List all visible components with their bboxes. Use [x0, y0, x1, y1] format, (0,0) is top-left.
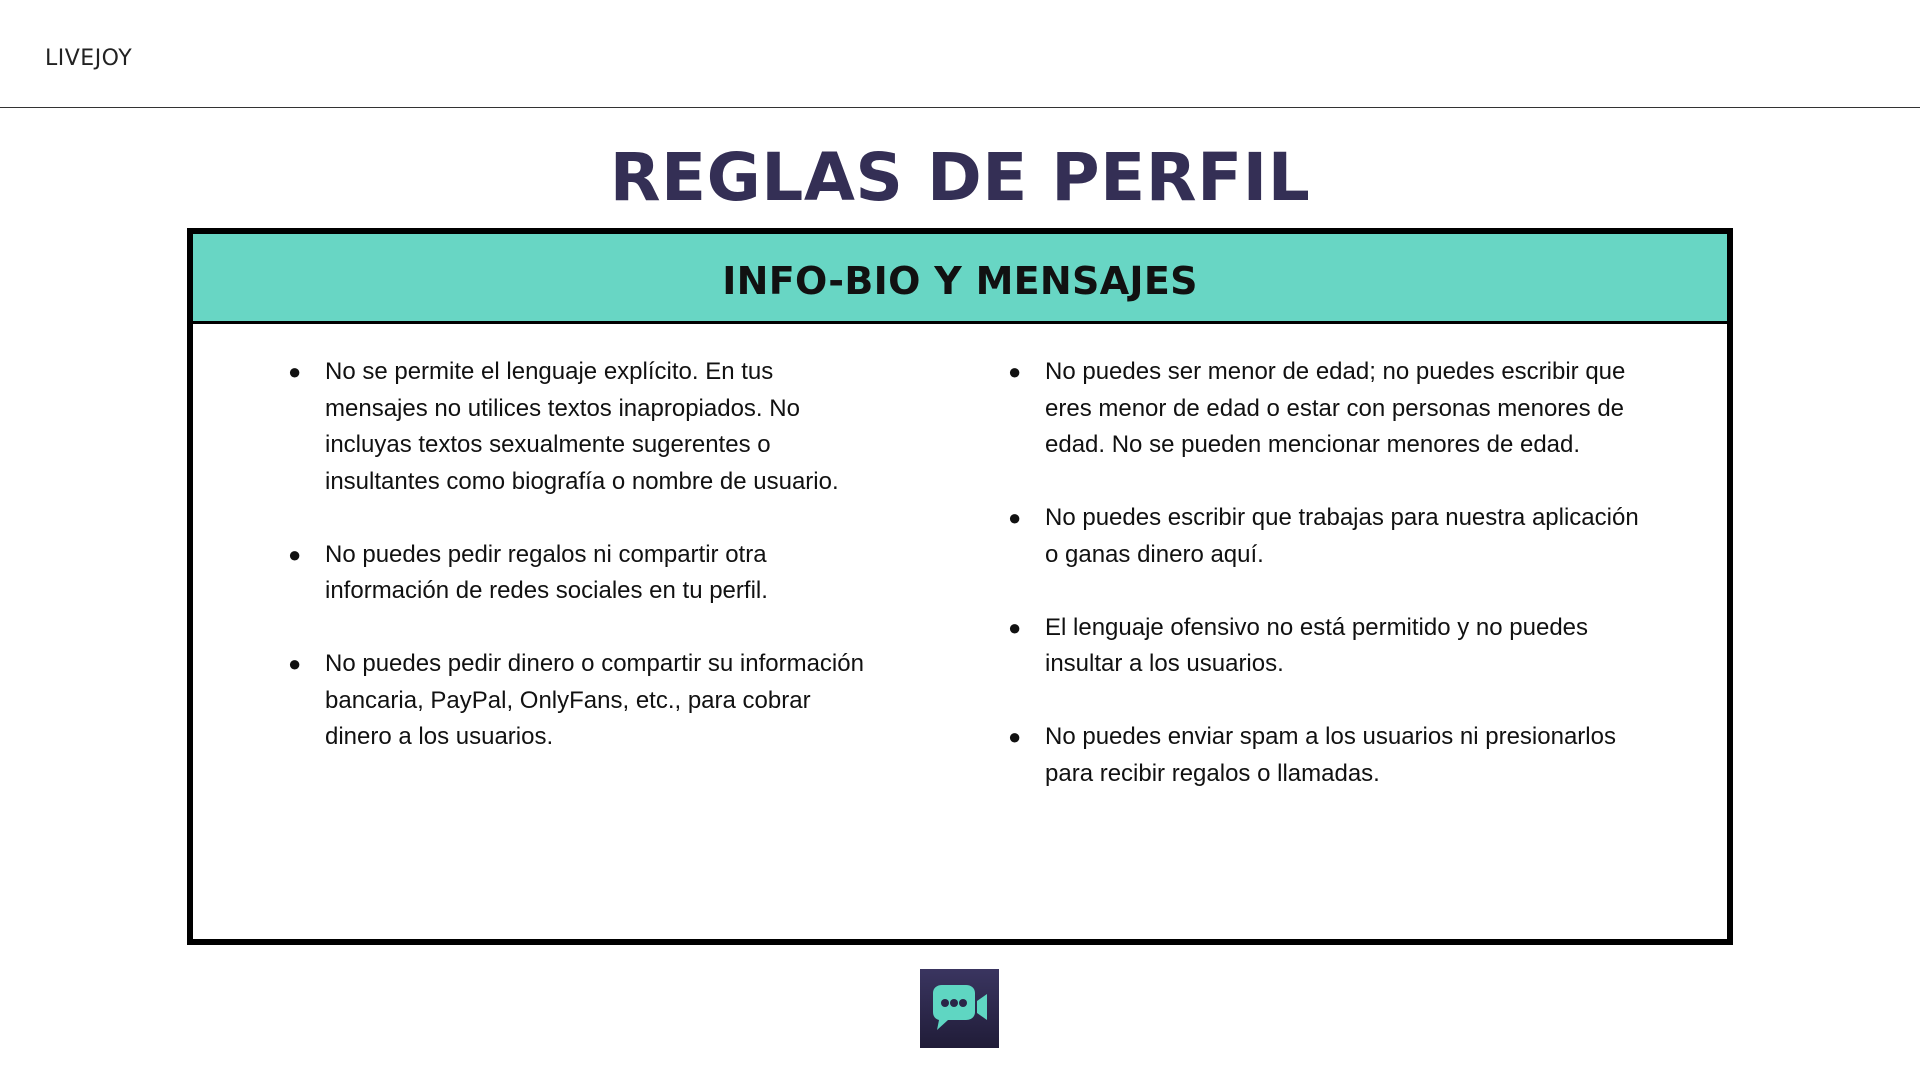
rule-text: No puedes enviar spam a los usuarios ni presionarlos para recibir regalos o llamadas.	[1045, 723, 1616, 787]
rules-box-header	[193, 234, 1727, 324]
rules-box	[187, 228, 1733, 945]
rules-right-column	[1008, 354, 1648, 829]
rules-columns	[193, 324, 1727, 939]
bullet-icon: ●	[288, 541, 302, 567]
rule-text: No se permite el lenguaje explícito. En tus mensajes no utilices textos inapropiados. No incluyas textos sexualmente sugerentes o insultantes como biografía o nombre de usuario.	[325, 358, 839, 495]
rules-box-heading: INFO-BIO Y MENSAJES	[722, 258, 1198, 303]
app-logo	[920, 969, 999, 1048]
rule-text: No puedes pedir dinero o compartir su información bancaria, PayPal, OnlyFans, etc., para cobrar dinero a los usuarios.	[325, 650, 864, 750]
bullet-icon: ●	[1008, 505, 1022, 530]
rule-item	[1008, 500, 1648, 573]
bullet-icon: ●	[288, 359, 302, 384]
bullet-icon: ●	[1008, 724, 1022, 749]
rule-item	[288, 646, 878, 756]
rule-text: No puedes ser menor de edad; no puedes escribir que eres menor de edad o estar con personas menores de edad. No se pueden mencionar menores de edad.	[1045, 358, 1626, 458]
bullet-icon: ●	[288, 651, 302, 676]
rule-item	[1008, 610, 1648, 683]
chat-video-icon	[920, 969, 999, 1048]
rule-item	[1008, 719, 1648, 792]
rule-item	[1008, 354, 1648, 464]
page-title: REGLAS DE PERFIL	[609, 139, 1311, 216]
rule-text: No puedes pedir regalos ni compartir otra información de redes sociales en tu perfil.	[325, 540, 768, 604]
rule-item	[288, 537, 878, 610]
rule-text: El lenguaje ofensivo no está permitido y no puedes insultar a los usuarios.	[1045, 613, 1589, 677]
bullet-icon: ●	[1008, 614, 1022, 640]
bullet-icon: ●	[1008, 359, 1022, 384]
rules-left-column	[288, 354, 878, 792]
rule-text: No puedes escribir que trabajas para nuestra aplicación o ganas dinero aquí.	[1045, 504, 1639, 568]
brand-label: LIVEJOY	[45, 46, 133, 71]
rule-item	[288, 354, 878, 500]
header-divider	[0, 107, 1920, 108]
